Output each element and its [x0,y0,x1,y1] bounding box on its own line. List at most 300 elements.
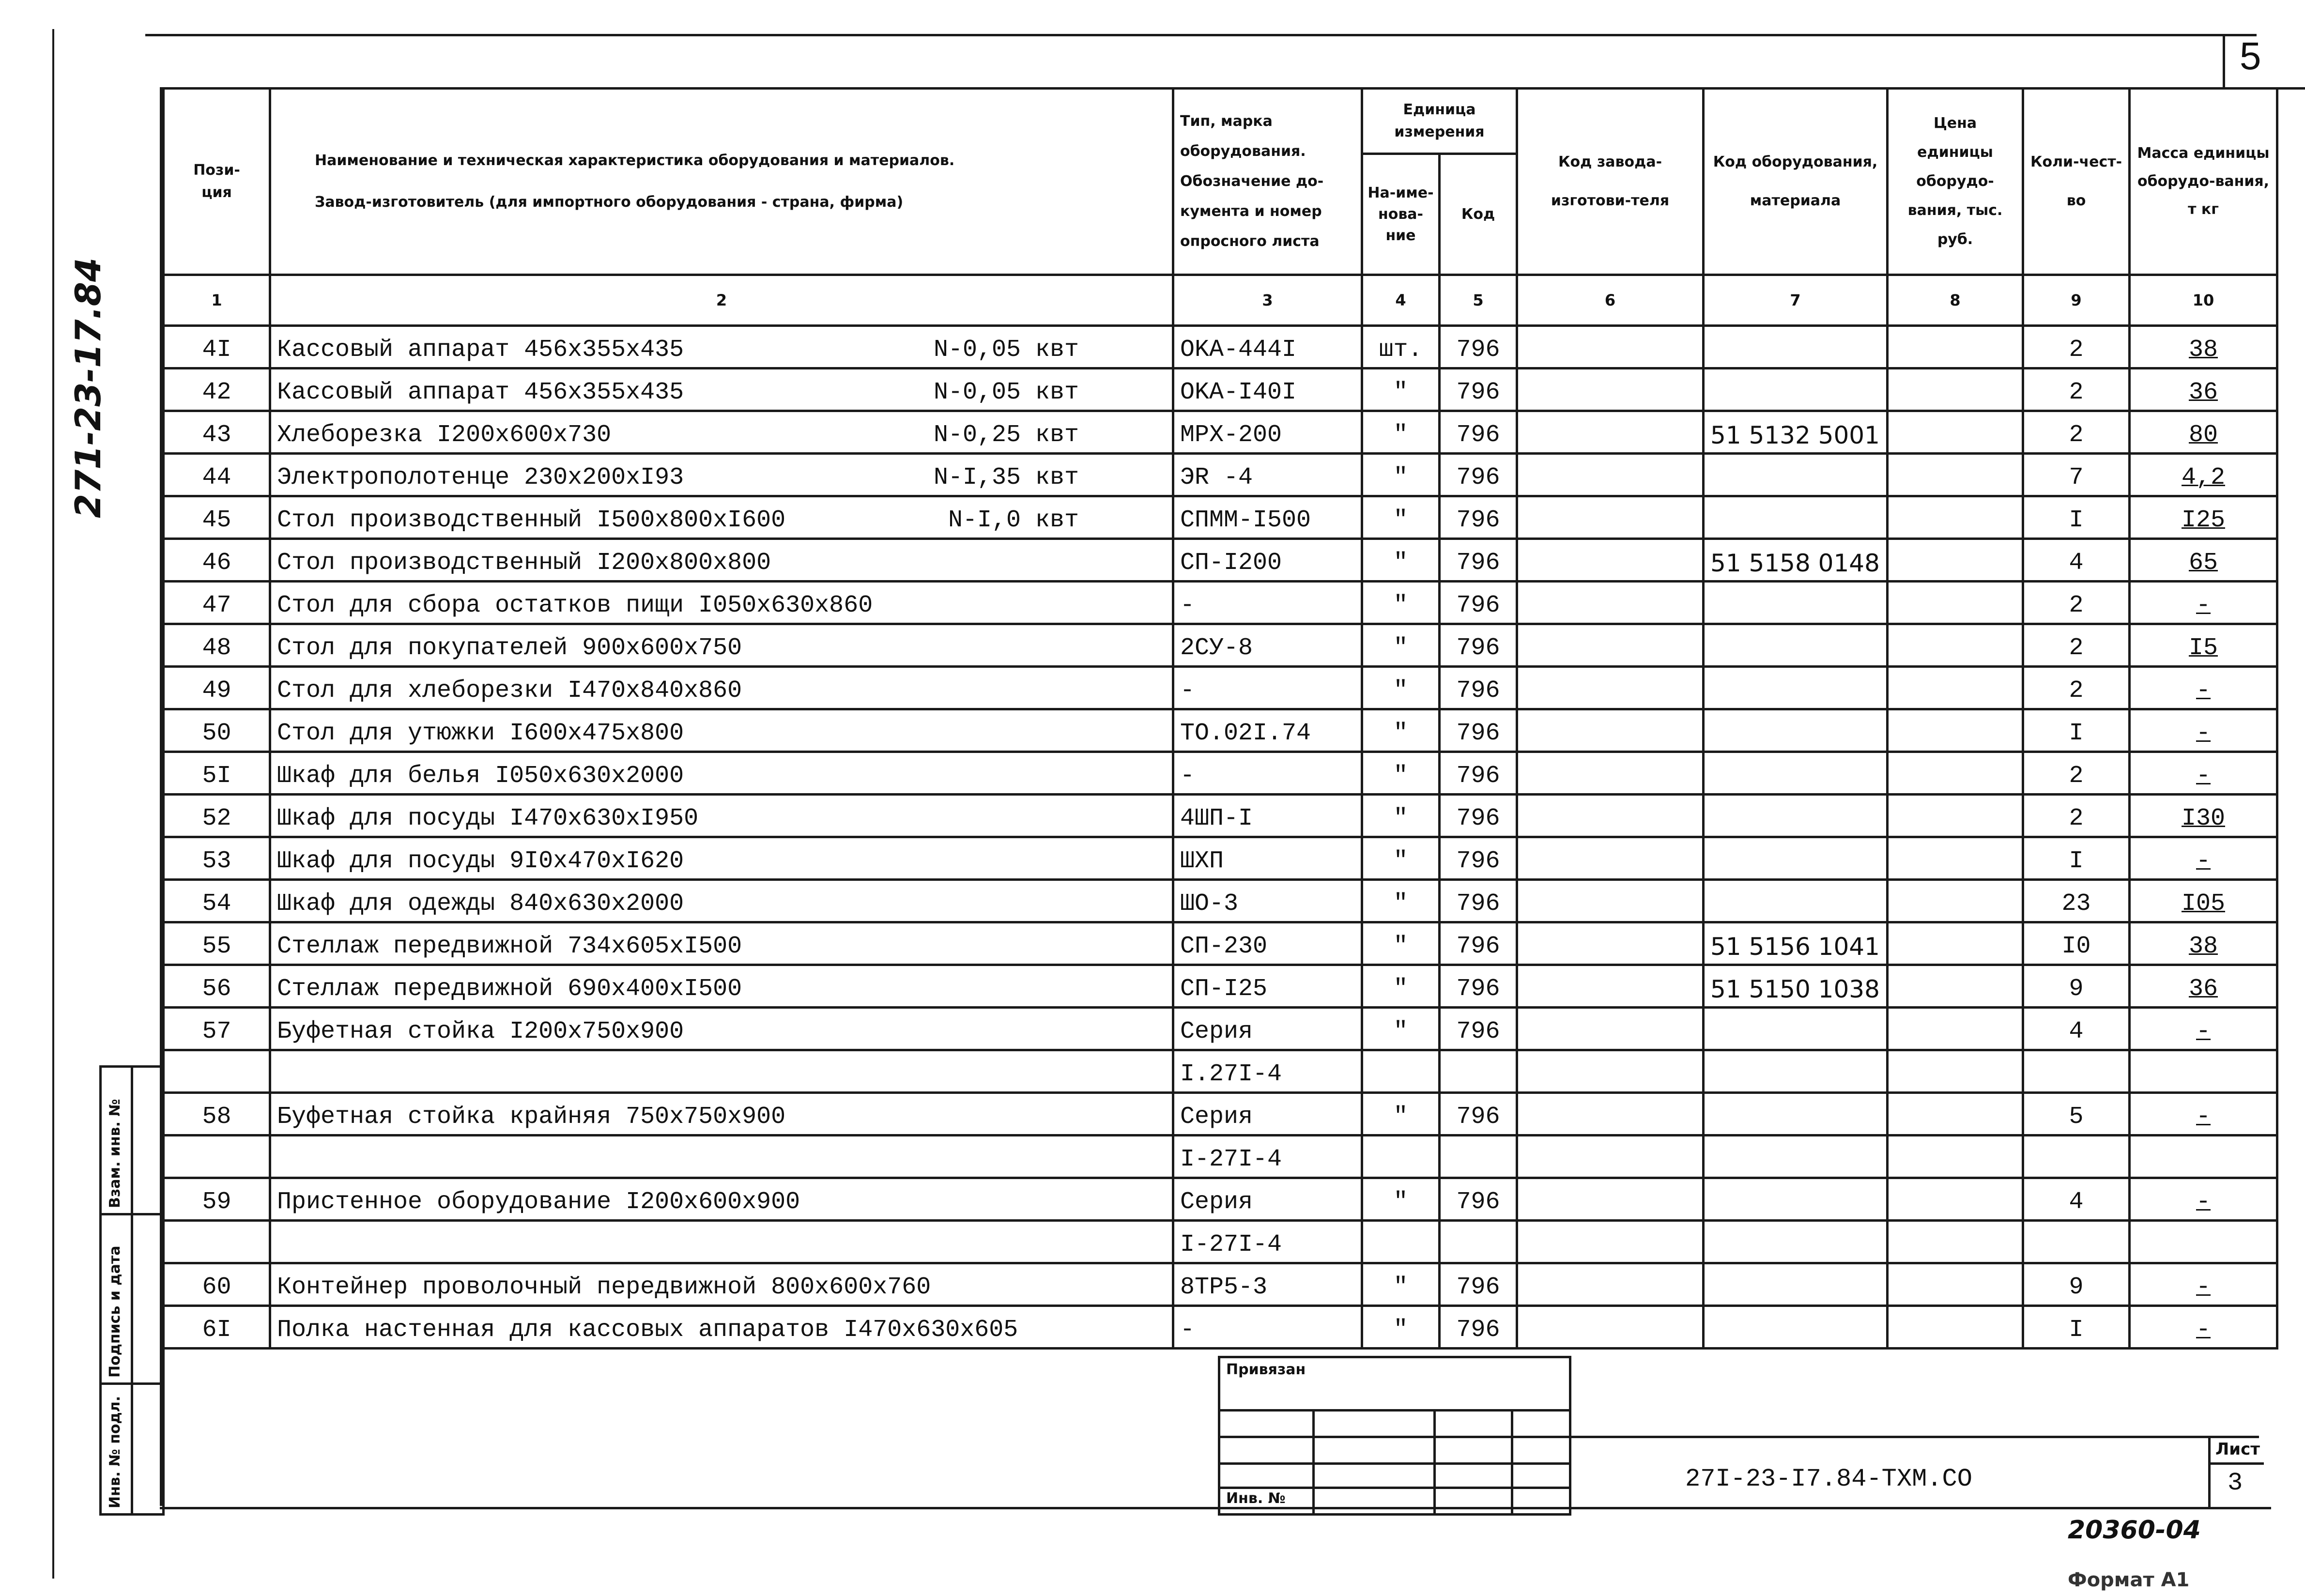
header-type: Тип, марка оборудования. Обозначение до-кумента и номер опросного листа [1173,89,1362,275]
table-row [164,582,2277,624]
cell-price [1888,880,2023,922]
cell-mfr-code [1517,411,1704,454]
item-name: Электрополотенце 230x200xI93 [277,464,684,491]
item-name: Стеллаж передвижной 690x400xI500 [277,975,742,1003]
item-name: Буфетная стойка I200x750x900 [277,1018,684,1045]
cell-position: 46 [164,539,270,582]
cell-type: Серия [1173,1008,1362,1050]
header-mass: Масса единицы оборудо-вания, т кг [2130,89,2277,275]
cell-type: ШО-3 [1173,880,1362,922]
cell-type: Серия [1173,1178,1362,1221]
cell-unit-code: 796 [1440,582,1517,624]
col-num-5: 5 [1440,275,1517,326]
cell-mass: 36 [2130,965,2277,1008]
cell-mfr-code [1517,965,1704,1008]
cell-quantity: 4 [2023,539,2130,582]
cell-price [1888,1008,2023,1050]
cell-unit: шт. [1362,326,1440,368]
cell-unit: " [1362,752,1440,795]
item-name: Кассовый аппарат 456x355x435 [277,336,684,364]
bottom-frame-line [160,1507,2271,1509]
cell-price [1888,667,2023,709]
cell-price [1888,1306,2023,1349]
stamp-label-inv-original: Инв. № подл. [107,1396,123,1508]
cell-type: 2СУ-8 [1173,624,1362,667]
cell-type: I.27I-4 [1173,1050,1362,1093]
table-row [164,368,2277,411]
cell-name [270,368,1173,411]
cell-mass: - [2130,1093,2277,1136]
cell-equipment-code [1704,582,1888,624]
cell-quantity: 4 [2023,1008,2130,1050]
cell-unit [1362,1221,1440,1263]
cell-mfr-code [1517,880,1704,922]
cell-type: ШХП [1173,837,1362,880]
cell-mfr-code [1517,326,1704,368]
table-body [164,326,2277,1349]
header-unit-group: Единица измерения [1362,89,1517,154]
header-name [270,89,1173,275]
cell-unit-code: 796 [1440,1008,1517,1050]
cell-equipment-code [1704,368,1888,411]
item-name: Стол производственный I200x800x800 [277,549,771,577]
cell-unit-code: 796 [1440,539,1517,582]
cell-position: 50 [164,709,270,752]
cell-equipment-code [1704,1263,1888,1306]
table-row [164,965,2277,1008]
cell-price [1888,1093,2023,1136]
cell-type: Серия [1173,1093,1362,1136]
cell-unit-code: 796 [1440,837,1517,880]
item-name: Стол для покупателей 900x600x750 [277,634,742,662]
cell-type: СПММ-I500 [1173,496,1362,539]
cell-name [270,667,1173,709]
stamp-label-signature-date: Подпись и дата [107,1245,123,1378]
cell-name [270,880,1173,922]
cell-quantity: I [2023,1306,2130,1349]
cell-position: 45 [164,496,270,539]
cell-price [1888,752,2023,795]
cell-mass: I05 [2130,880,2277,922]
cell-unit: " [1362,1008,1440,1050]
cell-quantity: I [2023,837,2130,880]
cell-position: 58 [164,1093,270,1136]
cell-type: OKA-444I [1173,326,1362,368]
cell-mass: 4,2 [2130,454,2277,496]
cell-type: OKA-I40I [1173,368,1362,411]
cell-unit: " [1362,496,1440,539]
table-row [164,454,2277,496]
table-row [164,1306,2277,1349]
cell-mass: - [2130,709,2277,752]
cell-position: 48 [164,624,270,667]
col-num-10: 10 [2130,275,2277,326]
bound-stamp [1218,1356,1571,1516]
inv-label: Инв. № [1226,1490,1286,1507]
cell-equipment-code [1704,795,1888,837]
header-unit-name: На-име-нова-ние [1362,154,1440,275]
cell-position [164,1050,270,1093]
sheet-box [2208,1436,2264,1508]
table-row [164,922,2277,965]
table-row [164,1136,2277,1178]
cell-price [1888,1263,2023,1306]
cell-price [1888,411,2023,454]
cell-equipment-code [1704,1178,1888,1221]
cell-quantity: 2 [2023,582,2130,624]
cell-mfr-code [1517,752,1704,795]
cell-type: I-27I-4 [1173,1221,1362,1263]
cell-unit: " [1362,368,1440,411]
cell-mass: - [2130,667,2277,709]
cell-unit-code: 796 [1440,1178,1517,1221]
cell-position: 4I [164,326,270,368]
cell-quantity: I [2023,709,2130,752]
cell-name [270,922,1173,965]
cell-type: 4ШП-I [1173,795,1362,837]
column-number-row [164,275,2277,326]
cell-equipment-code [1704,496,1888,539]
cell-quantity: 7 [2023,454,2130,496]
cell-quantity: 2 [2023,368,2130,411]
corner-page-number: 5 [2240,34,2261,77]
cell-unit-code: 796 [1440,752,1517,795]
cell-mfr-code [1517,922,1704,965]
col-num-2: 2 [270,275,1173,326]
specification-table [162,87,2278,1350]
cell-mfr-code [1517,582,1704,624]
header-unit-code: Код [1440,154,1517,275]
cell-quantity: 4 [2023,1178,2130,1221]
cell-equipment-code [1704,1136,1888,1178]
cell-equipment-code [1704,752,1888,795]
cell-unit: " [1362,667,1440,709]
cell-mass: - [2130,752,2277,795]
cell-position: 44 [164,454,270,496]
cell-unit-code: 796 [1440,965,1517,1008]
cell-mass: I5 [2130,624,2277,667]
bound-label: Привязан [1226,1361,1306,1378]
cell-quantity: 2 [2023,795,2130,837]
sheet-number: 3 [2228,1469,2243,1497]
cell-type: - [1173,667,1362,709]
cell-mass: I25 [2130,496,2277,539]
table-row [164,795,2277,837]
table-row [164,1178,2277,1221]
cell-unit-code: 796 [1440,326,1517,368]
cell-mfr-code [1517,795,1704,837]
top-border [145,34,2257,36]
cell-price [1888,795,2023,837]
cell-mfr-code [1517,539,1704,582]
cell-unit-code: 796 [1440,411,1517,454]
cell-unit: " [1362,1093,1440,1136]
cell-unit-code: 796 [1440,496,1517,539]
cell-equipment-code: 51 5150 1038 [1704,965,1888,1008]
cell-equipment-code [1704,624,1888,667]
col-num-6: 6 [1517,275,1704,326]
cell-name [270,496,1173,539]
table-row [164,880,2277,922]
cell-mass: - [2130,582,2277,624]
document-code: 27I-23-I7.84-TXM.CO [1685,1465,1972,1493]
sheet-label: Лист [2215,1440,2260,1459]
item-name: Буфетная стойка крайняя 750x750x900 [277,1103,786,1131]
cell-mfr-code [1517,624,1704,667]
order-number: 20360-04 [2068,1516,2201,1545]
table-row [164,1263,2277,1306]
cell-position: 49 [164,667,270,709]
cell-mass: - [2130,1263,2277,1306]
col-num-4: 4 [1362,275,1440,326]
cell-quantity: 2 [2023,326,2130,368]
cell-name [270,326,1173,368]
cell-position: 5I [164,752,270,795]
item-name: Шкаф для посуды 9I0x470xI620 [277,847,684,875]
cell-position [164,1136,270,1178]
table-row [164,667,2277,709]
cell-unit: " [1362,880,1440,922]
header-row [164,89,2277,154]
cell-name [270,1136,1173,1178]
item-power: N-I,35 квт [933,464,1079,491]
cell-name [270,709,1173,752]
cell-name [270,1221,1173,1263]
item-power: N-0,05 квт [933,379,1079,406]
cell-equipment-code: 51 5158 0148 [1704,539,1888,582]
cell-name [270,1306,1173,1349]
cell-mfr-code [1517,1306,1704,1349]
cell-unit: " [1362,837,1440,880]
cell-name [270,837,1173,880]
cell-mfr-code [1517,1050,1704,1093]
cell-mass: 80 [2130,411,2277,454]
cell-position [164,1221,270,1263]
cell-mfr-code [1517,837,1704,880]
cell-quantity: 9 [2023,1263,2130,1306]
header-name-line1: Наименование и техническая характеристика оборудования и материалов. [315,152,955,169]
table-row [164,1221,2277,1263]
cell-position: 55 [164,922,270,965]
cell-unit: " [1362,624,1440,667]
cell-equipment-code [1704,1306,1888,1349]
header-position: Пози- ция [164,89,270,275]
cell-mfr-code [1517,709,1704,752]
cell-position: 42 [164,368,270,411]
cell-price [1888,368,2023,411]
cell-quantity [2023,1050,2130,1093]
table-row [164,1008,2277,1050]
cell-price [1888,582,2023,624]
cell-mass: I30 [2130,795,2277,837]
cell-equipment-code [1704,1221,1888,1263]
table-row [164,1050,2277,1093]
cell-name [270,965,1173,1008]
cell-unit [1362,1050,1440,1093]
cell-quantity: 9 [2023,965,2130,1008]
cell-equipment-code [1704,454,1888,496]
cell-mfr-code [1517,1093,1704,1136]
cell-equipment-code: 51 5132 5001 [1704,411,1888,454]
cell-mfr-code [1517,1136,1704,1178]
cell-quantity: 2 [2023,752,2130,795]
table-row [164,496,2277,539]
item-name: Кассовый аппарат 456x355x435 [277,379,684,406]
col-num-9: 9 [2023,275,2130,326]
binding-stamp [99,1065,165,1516]
table-row [164,539,2277,582]
cell-unit: " [1362,454,1440,496]
table-row [164,411,2277,454]
title-block-top-line [1567,1436,2259,1438]
cell-position: 56 [164,965,270,1008]
cell-equipment-code [1704,326,1888,368]
cell-mass: - [2130,1008,2277,1050]
cell-mfr-code [1517,368,1704,411]
cell-unit: " [1362,709,1440,752]
col-num-8: 8 [1888,275,2023,326]
cell-unit-code: 796 [1440,454,1517,496]
item-name: Шкаф для одежды 840x630x2000 [277,890,684,918]
cell-unit: " [1362,795,1440,837]
item-name: Стеллаж передвижной 734x605xI500 [277,933,742,960]
cell-name [270,582,1173,624]
col-num-3: 3 [1173,275,1362,326]
cell-price [1888,1136,2023,1178]
cell-name [270,1093,1173,1136]
cell-unit [1362,1136,1440,1178]
cell-price [1888,454,2023,496]
cell-name [270,411,1173,454]
cell-position: 60 [164,1263,270,1306]
cell-unit: " [1362,1306,1440,1349]
stamp-label-replaced-inv: Взам. инв. № [107,1099,123,1208]
cell-mfr-code [1517,1263,1704,1306]
cell-price [1888,496,2023,539]
cell-price [1888,1178,2023,1221]
cell-mfr-code [1517,1008,1704,1050]
cell-quantity: 23 [2023,880,2130,922]
cell-unit: " [1362,539,1440,582]
cell-position: 43 [164,411,270,454]
left-edge-line [52,29,54,1579]
cell-mass: 65 [2130,539,2277,582]
cell-equipment-code [1704,837,1888,880]
cell-equipment-code: 51 5156 1041 [1704,922,1888,965]
item-name: Хлеборезка I200x600x730 [277,421,612,449]
cell-unit-code: 796 [1440,1093,1517,1136]
cell-price [1888,539,2023,582]
cell-type: - [1173,582,1362,624]
header-name-line2: Завод-изготовитель (для импортного оборудования - страна, фирма) [315,194,904,211]
cell-mass: 36 [2130,368,2277,411]
item-name: Стол производственный I500x800xI600 [277,506,786,534]
header-mfr-code: Код завода-изготови-теля [1517,89,1704,275]
cell-name [270,539,1173,582]
cell-unit-code: 796 [1440,624,1517,667]
cell-position: 57 [164,1008,270,1050]
cell-unit-code: 796 [1440,1263,1517,1306]
cell-type: СП-I25 [1173,965,1362,1008]
cell-name [270,795,1173,837]
cell-type: - [1173,1306,1362,1349]
cell-mass [2130,1136,2277,1178]
cell-type: - [1173,752,1362,795]
cell-quantity: I0 [2023,922,2130,965]
cell-mfr-code [1517,1178,1704,1221]
cell-quantity: 2 [2023,411,2130,454]
item-name: Стол для хлеборезки I470x840x860 [277,677,742,705]
cell-unit-code [1440,1221,1517,1263]
cell-name [270,752,1173,795]
cell-unit: " [1362,411,1440,454]
item-power: N-0,25 квт [933,421,1079,449]
cell-quantity: 5 [2023,1093,2130,1136]
cell-type: I-27I-4 [1173,1136,1362,1178]
cell-unit-code: 796 [1440,795,1517,837]
cell-mass: - [2130,837,2277,880]
item-name: Шкаф для белья I050x630x2000 [277,762,684,790]
cell-price [1888,965,2023,1008]
cell-unit: " [1362,1263,1440,1306]
item-name: Контейнер проволочный передвижной 800x600x760 [277,1274,931,1301]
table-row [164,1093,2277,1136]
cell-equipment-code [1704,1093,1888,1136]
cell-mass [2130,1050,2277,1093]
cell-price [1888,326,2023,368]
cell-type: СП-I200 [1173,539,1362,582]
cell-position: 53 [164,837,270,880]
table-row [164,837,2277,880]
item-name: Шкаф для посуды I470x630xI950 [277,805,699,832]
cell-equipment-code [1704,880,1888,922]
item-name: Стол для утюжки I600x475x800 [277,720,684,747]
cell-position: 59 [164,1178,270,1221]
cell-name [270,1263,1173,1306]
cell-quantity [2023,1136,2130,1178]
table-row [164,624,2277,667]
cell-unit-code: 796 [1440,922,1517,965]
sheet-format: Формат А1 [2068,1569,2190,1591]
item-power: N-I,0 квт [948,506,1079,534]
inventory-code: 271-23-17.84 [68,258,108,518]
cell-mfr-code [1517,454,1704,496]
cell-unit-code: 796 [1440,880,1517,922]
cell-price [1888,922,2023,965]
item-name: Пристенное оборудование I200x600x900 [277,1188,800,1216]
cell-price [1888,837,2023,880]
cell-name [270,1050,1173,1093]
cell-position: 52 [164,795,270,837]
cell-unit-code [1440,1136,1517,1178]
cell-quantity: 2 [2023,667,2130,709]
cell-unit-code [1440,1050,1517,1093]
cell-name [270,1178,1173,1221]
cell-unit: " [1362,922,1440,965]
item-name: Полка настенная для кассовых аппаратов I470x630x605 [277,1316,1018,1344]
item-power: N-0,05 квт [933,336,1079,364]
cell-unit: " [1362,965,1440,1008]
cell-mfr-code [1517,1221,1704,1263]
cell-mass: - [2130,1178,2277,1221]
cell-unit-code: 796 [1440,368,1517,411]
cell-type: 8ТР5-3 [1173,1263,1362,1306]
cell-quantity: 2 [2023,624,2130,667]
cell-mfr-code [1517,496,1704,539]
cell-type: MPX-200 [1173,411,1362,454]
cell-mass [2130,1221,2277,1263]
cell-position: 6I [164,1306,270,1349]
